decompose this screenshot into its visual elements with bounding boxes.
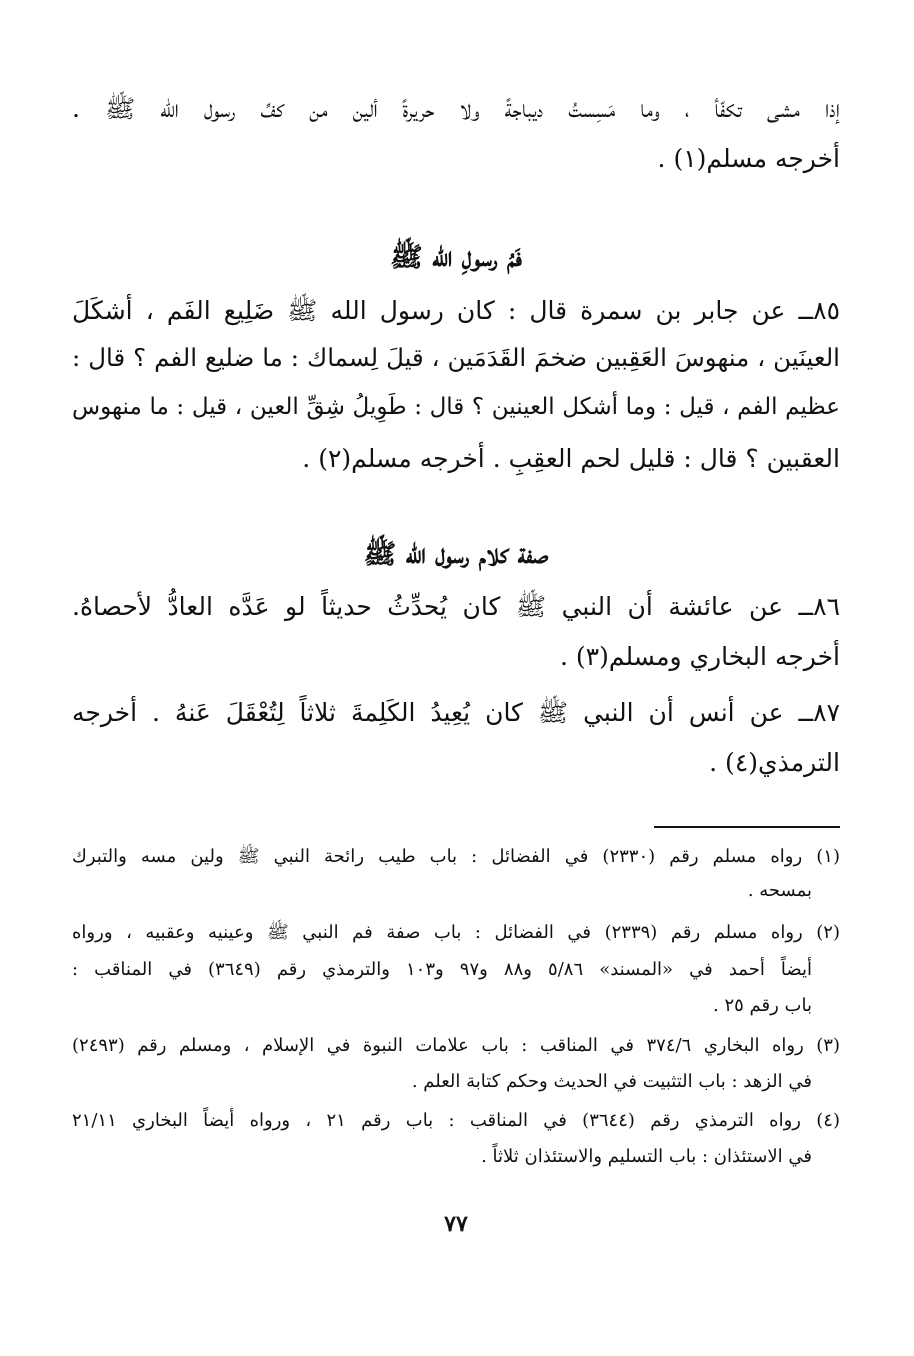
text-line: ٨٥ــ عن جابر بن سمرة قال : كان رسول الله ﷺ ضَلِيع الفَم ، أشكَلَ xyxy=(72,296,840,325)
footnote-line: (٤) رواه الترمذي رقم (٣٦٤٤) في المناقب : باب رقم ٢١ ، ورواه أيضاً البخاري ٢١/١١ xyxy=(72,1110,840,1131)
footnote-line: أيضاً أحمد في «المسند» ٥/٨٦ و٨٨ و٩٧ و١٠٣ والترمذي رقم (٣٦٤٩) في المناقب : xyxy=(72,959,813,980)
text-line: العقبين ؟ قال : قليل لحم العقِبِ . أخرجه مسلم(٢) . xyxy=(302,444,840,473)
footnote-line: في الزهد : باب التثبيت في الحديث وحكم كتابة العلم . xyxy=(411,1071,812,1092)
text-line: العينَين ، منهوسَ العَقِبين ضخمَ القَدَمَين ، قيلَ لِسماك : ما ضليع الفم ؟ قال : xyxy=(72,343,840,372)
text-line: ٨٧ــ عن أنس أن النبي ﷺ كان يُعِيدُ الكَلِمةَ ثلاثاً لِتُعْقَلَ عَنهُ . أخرجه xyxy=(72,698,840,727)
footnote-line: (٣) رواه البخاري ٣٧٤/٦ في المناقب : باب علامات النبوة في الإسلام ، ومسلم رقم (٢٤٩٣) xyxy=(72,1035,840,1056)
footnote-line: (١) رواه مسلم رقم (٢٣٣٠) في الفضائل : باب طيب رائحة النبي ﷺ ولين مسه والتبرك xyxy=(72,846,840,867)
footnote-line: في الاستئذان : باب التسليم والاستئذان ثلاثاً . xyxy=(481,1146,812,1167)
text-line: أخرجه البخاري ومسلم(٣) . xyxy=(560,642,840,671)
text-line: الترمذي(٤) . xyxy=(709,748,840,777)
footnote-line: بمسحه . xyxy=(747,880,812,901)
page-number: ٧٧ xyxy=(444,1211,468,1237)
section-heading: فَمُ رسولِ الله ﷺ xyxy=(390,242,522,273)
footnote-line: باب رقم ٢٥ . xyxy=(713,995,812,1016)
text-line: إذا مشى تكفّأ ، وما مَسِستُ ديباجةً ولا حريرةً ألين من كفِّ رسول الله ﷺ . xyxy=(72,94,840,123)
text-line: ٨٦ــ عن عائشة أن النبي ﷺ كان يُحدِّثُ حديثاً لو عَدَّه العادُّ لأحصاهُ. xyxy=(72,592,840,621)
section-heading: صفة كلام رسول الله ﷺ xyxy=(363,539,549,570)
text-line: عظيم الفم ، قيل : وما أشكل العينين ؟ قال : طَوِيلُ شِقِّ العين ، قيل : ما منهوس xyxy=(72,394,840,420)
footnote-line: (٢) رواه مسلم رقم (٢٣٣٩) في الفضائل : باب صفة فم النبي ﷺ وعينيه وعقبيه ، ورواه xyxy=(72,922,840,943)
text-line: أخرجه مسلم(١) . xyxy=(657,144,840,173)
book-page xyxy=(72,0,840,1356)
footnote-separator xyxy=(654,826,840,828)
